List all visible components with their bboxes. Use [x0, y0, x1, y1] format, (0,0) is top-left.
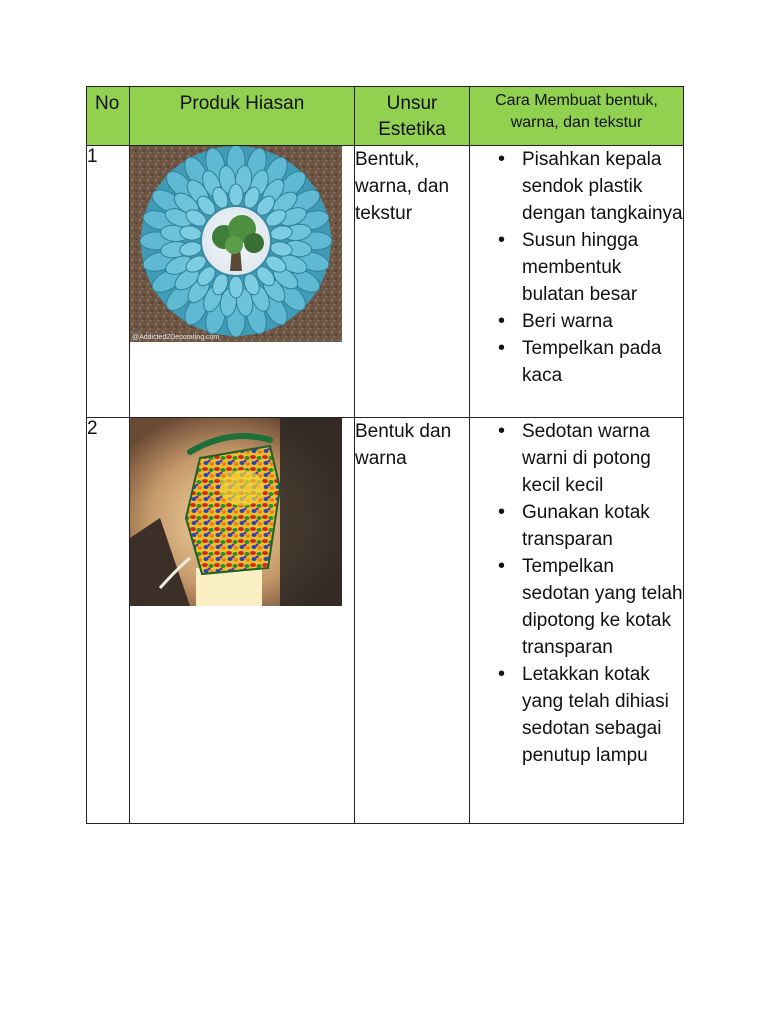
header-unsur-estetika: Unsur Estetika: [355, 87, 470, 146]
step-item: • Gunakan kotak transparan: [470, 499, 683, 553]
table-header-row: [87, 87, 684, 146]
unsur-estetika-cell: Bentuk, warna, dan tekstur: [355, 146, 470, 418]
step-item: • Pisahkan kepala sendok plastik dengan tangkainya: [470, 146, 683, 227]
step-item: • Beri warna: [470, 308, 683, 335]
header-cara-membuat: Cara Membuat bentuk, warna, dan tekstur: [470, 87, 684, 146]
table-row: [87, 146, 684, 418]
straw-lamp-image: [130, 418, 342, 606]
steps-list: [470, 146, 683, 389]
product-image-cell: [130, 146, 355, 418]
spoon-mirror-icon: [130, 146, 342, 342]
row-number: 2: [87, 418, 130, 824]
steps-cell: [470, 418, 684, 824]
straw-lamp-icon: [130, 418, 342, 606]
product-image-cell: [130, 418, 355, 824]
product-table: [86, 86, 684, 824]
steps-cell: [470, 146, 684, 418]
table-row: [87, 418, 684, 824]
row-number: 1: [87, 146, 130, 418]
step-item: • Tempelkan sedotan yang telah dipotong ke kotak transparan: [470, 553, 683, 661]
header-no: No: [87, 87, 130, 146]
step-item: • Sedotan warna warni di potong kecil kecil: [470, 418, 683, 499]
header-produk-hiasan: Produk Hiasan: [130, 87, 355, 146]
steps-list: [470, 418, 683, 769]
step-item: • Tempelkan pada kaca: [470, 335, 683, 389]
image-watermark: @Addicted2Decorating.com: [132, 334, 220, 341]
step-item: • Letakkan kotak yang telah dihiasi sedotan sebagai penutup lampu: [470, 661, 683, 769]
step-item: • Susun hingga membentuk bulatan besar: [470, 227, 683, 308]
spoon-mirror-image: [130, 146, 342, 342]
unsur-estetika-cell: Bentuk dan warna: [355, 418, 470, 824]
